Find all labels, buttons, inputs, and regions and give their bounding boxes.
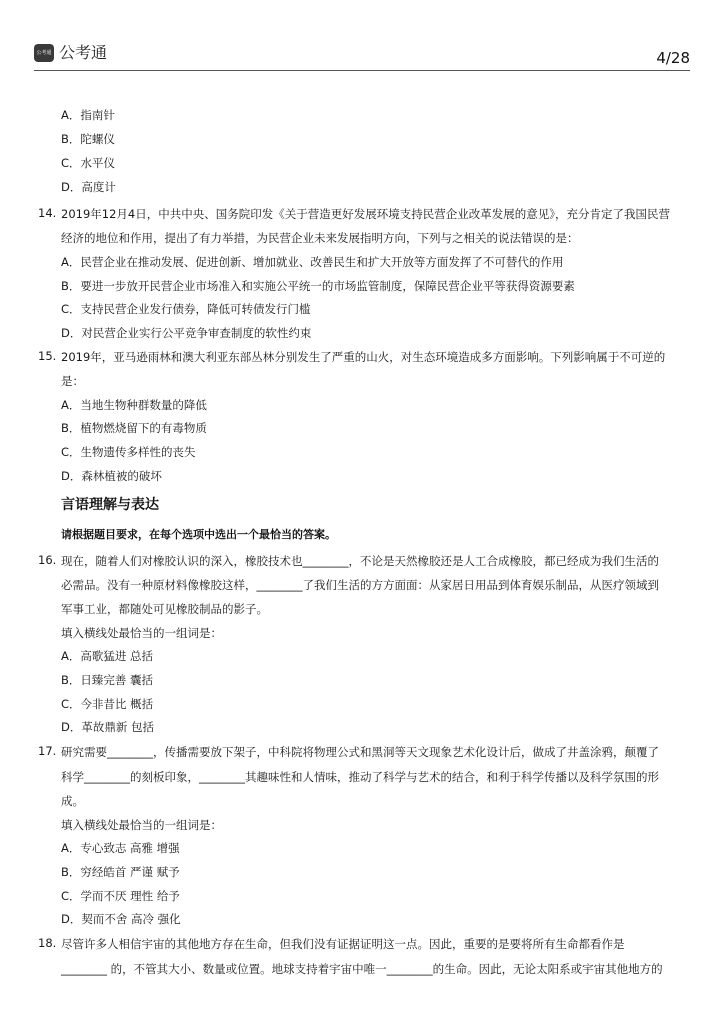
- option-b: B．要进一步放开民营企业市场准入和实施公平统一的市场监管制度，保障民营企业平等获得资源要素: [61, 279, 575, 293]
- option-b: B．日臻完善 囊括: [61, 673, 154, 687]
- section-title: 言语理解与表达: [61, 497, 159, 513]
- question-15-text: 2019年，亚马逊雨林和澳大利亚东部丛林分别发生了严重的山火，对生态环境造成多方面影响。下列影响属于不可逆的: [61, 350, 666, 364]
- option-c: C．生物遗传多样性的丧失: [61, 445, 196, 459]
- question-16-prompt: 填入横线处最恰当的一组词是：: [61, 626, 222, 640]
- option-a: A．当地生物种群数量的降低: [61, 398, 207, 412]
- option-a: A．高歌猛进 总括: [61, 649, 154, 663]
- option-d: D．契而不舍 高冷 强化: [61, 912, 181, 926]
- option-a: A．指南针: [61, 108, 115, 122]
- page-header: [34, 42, 690, 71]
- question-16-text: 军事工业，都随处可见橡胶制品的影子。: [61, 602, 268, 616]
- section-instruction: 请根据题目要求，在每个选项中选出一个最恰当的答案。: [61, 528, 336, 541]
- option-b: B．穷经皓首 严谨 赋予: [61, 865, 180, 879]
- option-d: D．革故鼎新 包括: [61, 720, 155, 734]
- option-b: B．陀螺仪: [61, 132, 115, 146]
- question-17-prompt: 填入横线处最恰当的一组词是：: [61, 818, 222, 832]
- question-16-text: 现在，随着人们对橡胶认识的深入，橡胶技术也________，不论是天然橡胶还是人工合成橡胶，都已经成为我们生活的: [61, 554, 659, 568]
- question-17-number: 17.: [38, 744, 57, 758]
- question-18-text: 尽管许多人相信宇宙的其他地方存在生命，但我们没有证据证明这一点。因此，重要的是要将所有生命都看作是: [61, 937, 625, 951]
- question-14-text: 2019年12月4日，中共中央、国务院印发《关于营造更好发展环境支持民营企业改革发展的意见》，充分肯定了我国民营: [61, 207, 670, 221]
- option-a: A．民营企业在推动发展、促进创新、增加就业、改善民生和扩大开放等方面发挥了不可替代的作用: [61, 255, 564, 269]
- question-17-text: 成。: [61, 794, 84, 808]
- brand-logo-icon: 公考通: [34, 44, 54, 62]
- question-16-number: 16.: [38, 553, 57, 567]
- option-d: D．高度计: [61, 180, 116, 194]
- option-a: A．专心致志 高雅 增强: [61, 841, 180, 855]
- option-b: B．植物燃烧留下的有毒物质: [61, 421, 207, 435]
- option-c: C．水平仪: [61, 156, 116, 170]
- question-18-number: 18.: [38, 936, 57, 950]
- option-c: C．学而不厌 理性 给予: [61, 889, 180, 903]
- page-number: 4/28: [656, 49, 690, 67]
- question-16-text: 必需品。没有一种原材料像橡胶这样，________了我们生活的方方面面：从家居日用品到体育娱乐制品，从医疗领域到: [61, 578, 659, 592]
- option-d: D．森林植被的破坏: [61, 469, 162, 483]
- option-d: D．对民营企业实行公平竞争审查制度的软性约束: [61, 326, 312, 340]
- question-14-text: 经济的地位和作用，提出了有力举措，为民营企业未来发展指明方向，下列与之相关的说法错误的是：: [61, 231, 579, 245]
- question-17-text: 研究需要________，传播需要放下架子，中科院将物理公式和黑洞等天文现象艺术化设计后，做成了井盖涂鸦，颠覆了: [61, 745, 659, 759]
- brand-name: 公考通: [59, 43, 108, 62]
- question-15-text: 是：: [61, 374, 84, 388]
- option-c: C．今非昔比 概括: [61, 697, 154, 711]
- question-14-number: 14.: [38, 206, 57, 220]
- question-18-text: ________ 的，不管其大小、数量或位置。地球支持着宇宙中唯一________的生命。因此，无论太阳系或宇宙其他地方的: [61, 962, 663, 976]
- option-c: C．支持民营企业发行债券，降低可转债发行门槛: [61, 302, 311, 316]
- question-17-text: 科学________的刻板印象，________其趣味性和人情味，推动了科学与艺术的结合，和利于科学传播以及科学氛围的形: [61, 770, 659, 784]
- question-15-number: 15.: [38, 349, 57, 363]
